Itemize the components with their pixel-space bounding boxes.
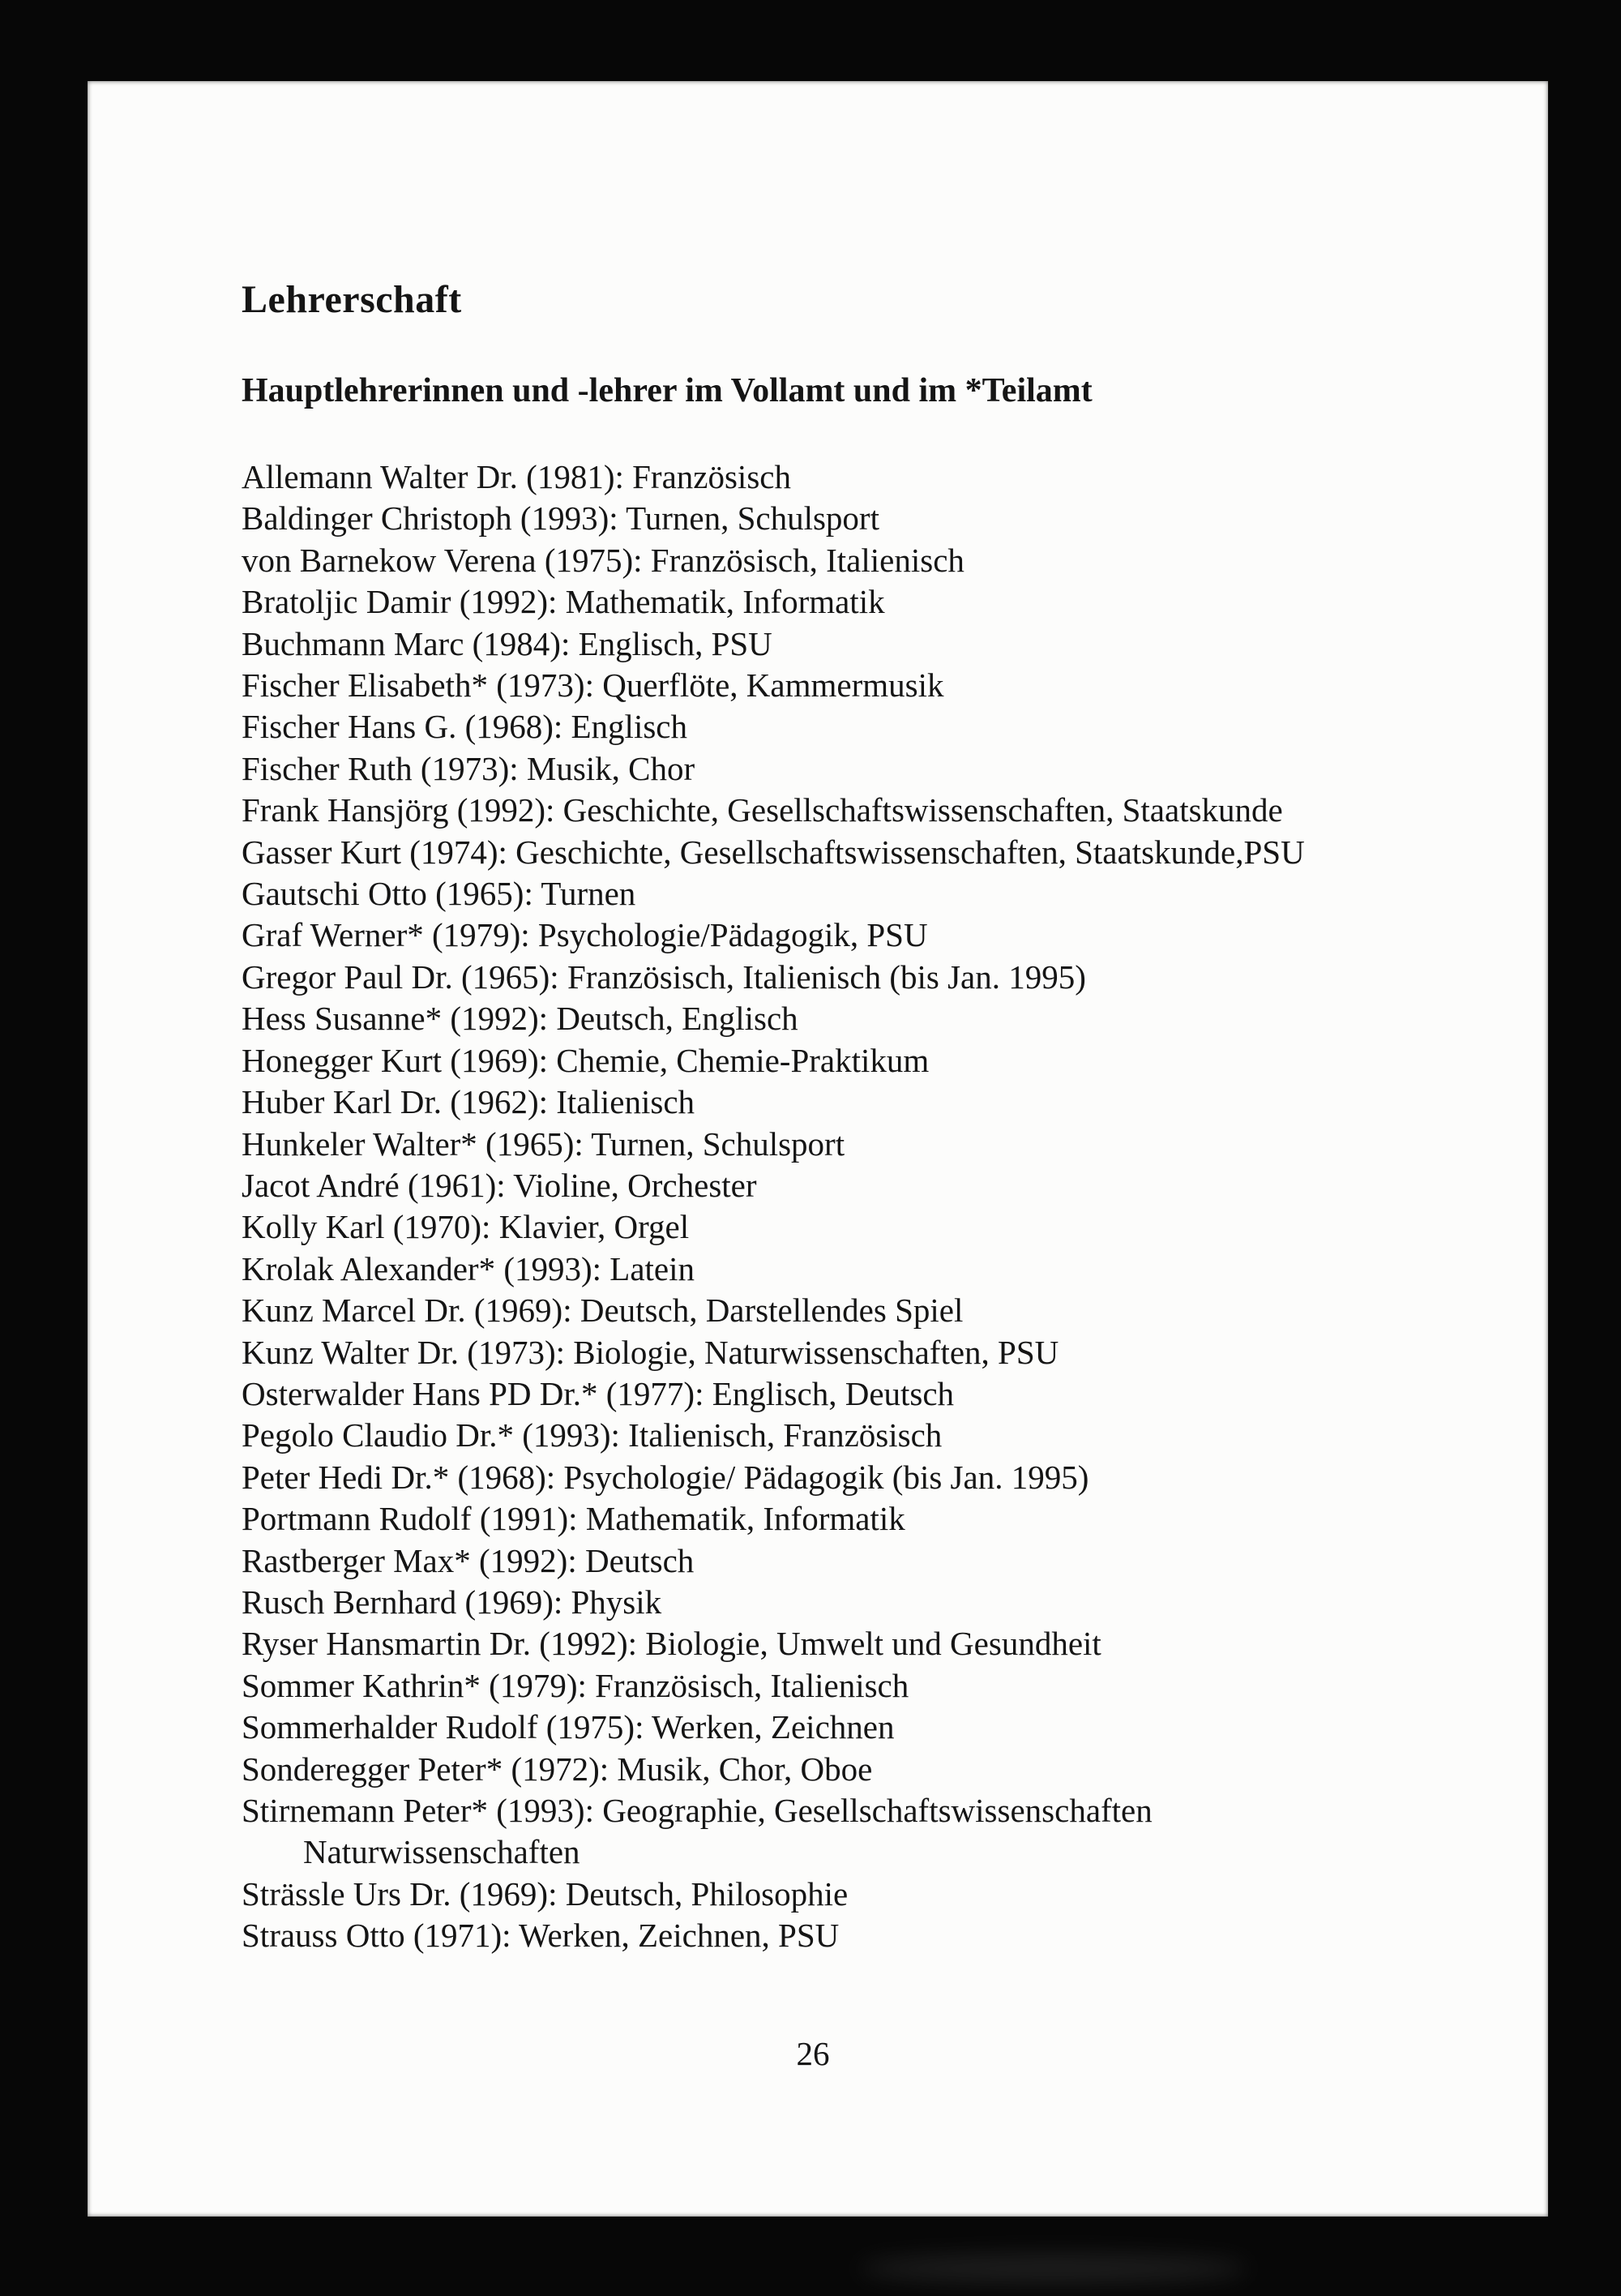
list-item: Gasser Kurt (1974): Geschichte, Gesellschaftswissenschaften, Staatskunde,PSU bbox=[242, 833, 1305, 871]
list-item: Gautschi Otto (1965): Turnen bbox=[242, 875, 636, 913]
list-item: Krolak Alexander* (1993): Latein bbox=[242, 1249, 695, 1287]
scan-artifact bbox=[859, 2254, 1248, 2283]
list-item: Fischer Ruth (1973): Musik, Chor bbox=[242, 749, 695, 787]
list-item: Naturwissenschaften bbox=[303, 1833, 580, 1871]
list-item: Fischer Elisabeth* (1973): Querflöte, Kammermusik bbox=[242, 666, 944, 705]
list-item: Hunkeler Walter* (1965): Turnen, Schulsport bbox=[242, 1124, 845, 1163]
list-item: Rusch Bernhard (1969): Physik bbox=[242, 1583, 662, 1621]
list-item: Allemann Walter Dr. (1981): Französisch bbox=[242, 458, 791, 495]
list-item: Strässle Urs Dr. (1969): Deutsch, Philosophie bbox=[242, 1874, 849, 1913]
list-item: Baldinger Christoph (1993): Turnen, Schulsport bbox=[242, 499, 879, 538]
list-item: Kunz Walter Dr. (1973): Biologie, Naturwissenschaften, PSU bbox=[242, 1333, 1059, 1371]
list-item: Portmann Rudolf (1991): Mathematik, Informatik bbox=[242, 1500, 905, 1538]
list-item: Fischer Hans G. (1968): Englisch bbox=[242, 708, 687, 746]
list-item: Stirnemann Peter* (1993): Geographie, Gesellschaftswissenschaften bbox=[242, 1792, 1153, 1829]
list-item: Bratoljic Damir (1992): Mathematik, Informatik bbox=[242, 583, 885, 621]
page-title: Lehrerschaft bbox=[242, 278, 462, 321]
list-item: Buchmann Marc (1984): Englisch, PSU bbox=[242, 624, 772, 662]
list-item: Honegger Kurt (1969): Chemie, Chemie-Praktikum bbox=[242, 1041, 930, 1079]
list-item: Peter Hedi Dr.* (1968): Psychologie/ Pädagogik (bis Jan. 1995) bbox=[242, 1458, 1089, 1496]
list-item: Gregor Paul Dr. (1965): Französisch, Italienisch (bis Jan. 1995) bbox=[242, 957, 1086, 996]
teacher-list bbox=[242, 456, 1506, 1957]
list-item: Rastberger Max* (1992): Deutsch bbox=[242, 1541, 695, 1579]
list-item: Hess Susanne* (1992): Deutsch, Englisch bbox=[242, 1000, 798, 1038]
list-item: Sommerhalder Rudolf (1975): Werken, Zeichnen bbox=[242, 1708, 895, 1746]
section-subtitle: Hauptlehrerinnen und -lehrer im Vollamt und im *Teilamt bbox=[242, 372, 1093, 409]
page-content bbox=[242, 81, 1506, 2074]
document-page bbox=[88, 81, 1548, 2217]
list-item: Kunz Marcel Dr. (1969): Deutsch, Darstellendes Spiel bbox=[242, 1292, 964, 1330]
list-item: Graf Werner* (1979): Psychologie/Pädagogik, PSU bbox=[242, 916, 928, 954]
list-item: Pegolo Claudio Dr.* (1993): Italienisch, Französisch bbox=[242, 1416, 943, 1454]
list-item: Osterwalder Hans PD Dr.* (1977): Englisch, Deutsch bbox=[242, 1374, 955, 1412]
list-item: Sonderegger Peter* (1972): Musik, Chor, Oboe bbox=[242, 1750, 873, 1788]
list-item: Kolly Karl (1970): Klavier, Orgel bbox=[242, 1208, 690, 1246]
list-item: Strauss Otto (1971): Werken, Zeichnen, PSU bbox=[242, 1917, 840, 1955]
list-item: Ryser Hansmartin Dr. (1992): Biologie, Umwelt und Gesundheit bbox=[242, 1625, 1101, 1663]
list-item: Sommer Kathrin* (1979): Französisch, Italienisch bbox=[242, 1666, 909, 1704]
list-item: Huber Karl Dr. (1962): Italienisch bbox=[242, 1083, 695, 1121]
page-number: 26 bbox=[796, 2034, 830, 2072]
list-item: Jacot André (1961): Violine, Orchester bbox=[242, 1166, 757, 1204]
list-item: Frank Hansjörg (1992): Geschichte, Gesellschaftswissenschaften, Staatskunde bbox=[242, 791, 1283, 829]
list-item: von Barnekow Verena (1975): Französisch, Italienisch bbox=[242, 541, 964, 579]
